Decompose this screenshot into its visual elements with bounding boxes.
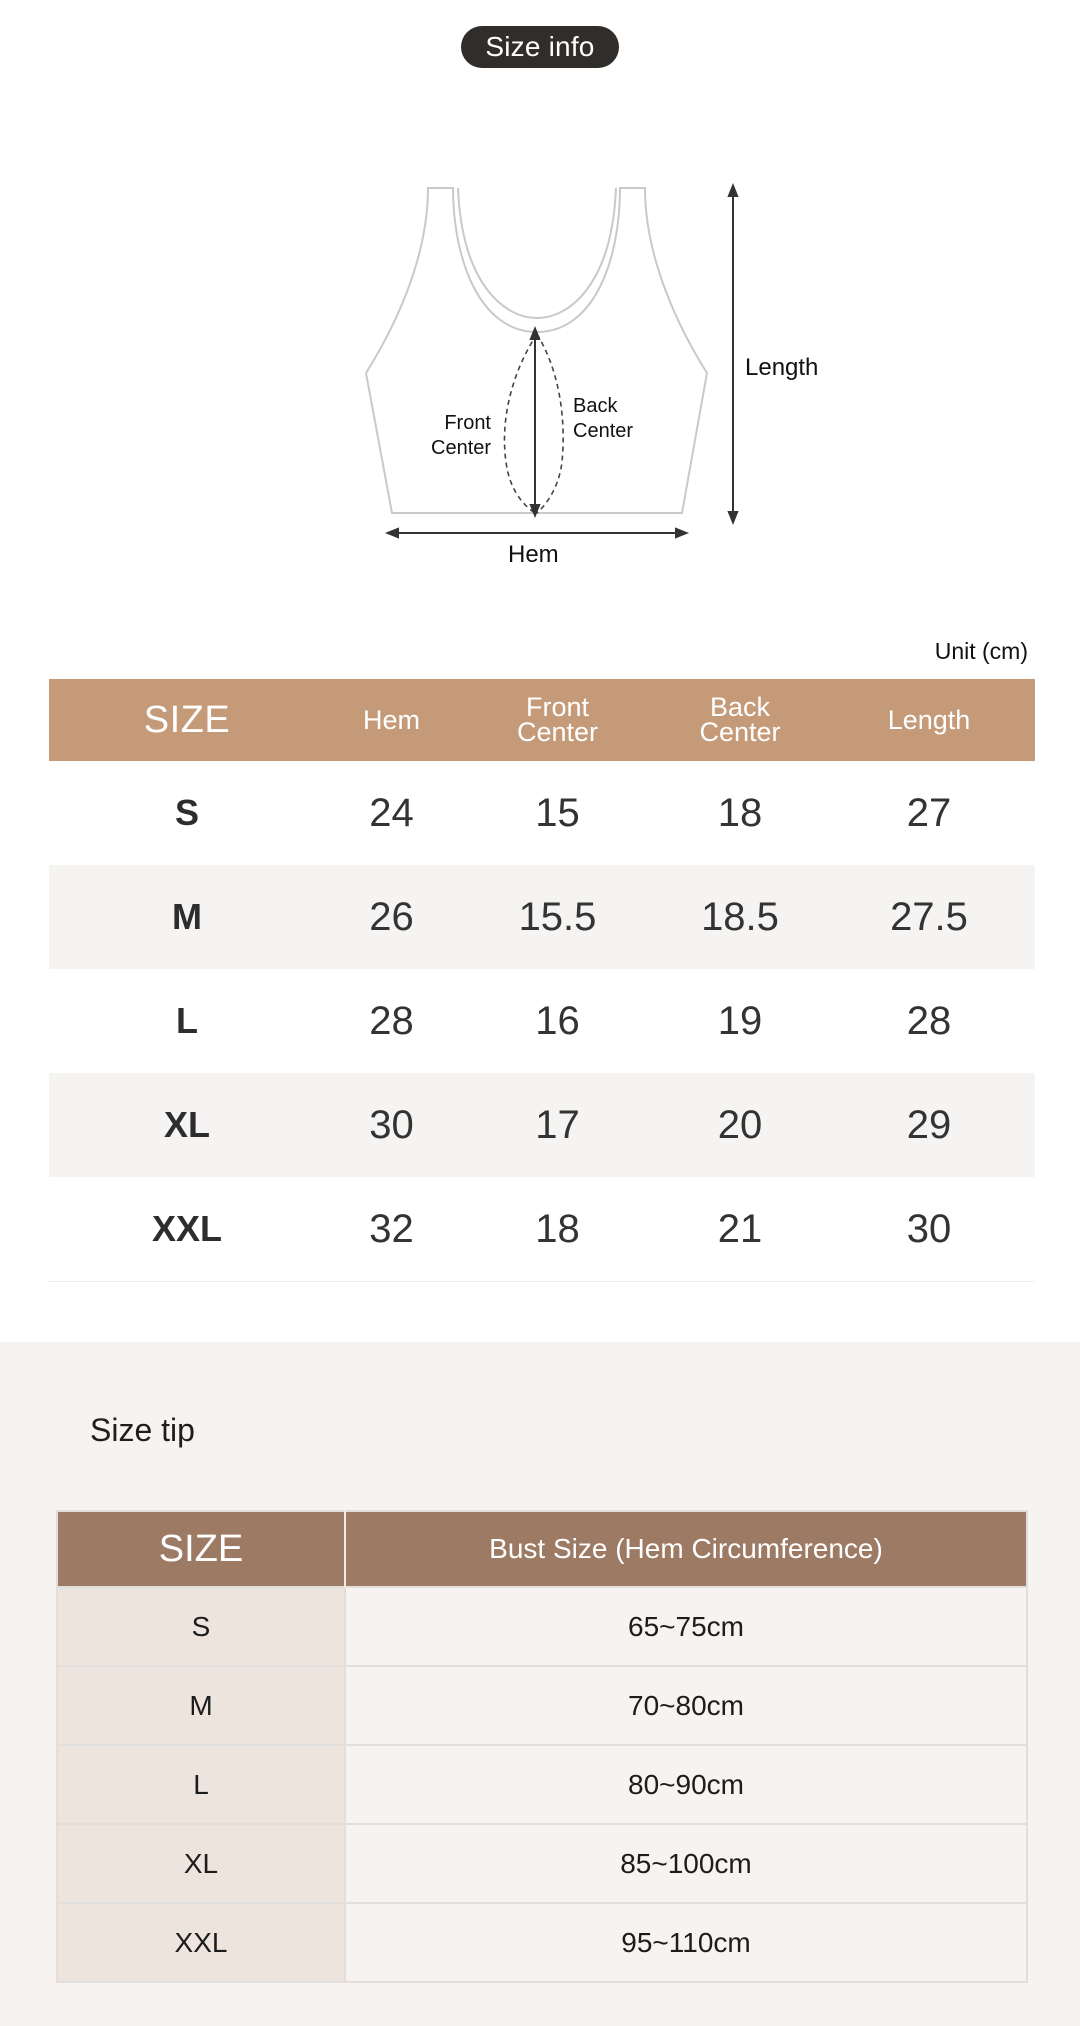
row-size: XXL: [49, 1177, 325, 1282]
tip-row-bust: 95~110cm: [345, 1903, 1027, 1982]
header-front-line2: Center: [516, 717, 599, 747]
table-row: [49, 761, 1035, 865]
back-center-line1: Back: [573, 395, 618, 417]
tip-row-bust: 85~100cm: [345, 1824, 1027, 1903]
table-row: [49, 1073, 1035, 1177]
tip-row-size: XXL: [57, 1903, 345, 1982]
row-size: XL: [49, 1073, 325, 1177]
tip-header-size: SIZE: [57, 1511, 345, 1587]
row-back-center: 20: [657, 1073, 823, 1177]
header-back-line1: Back: [709, 692, 771, 722]
header-size: SIZE: [49, 679, 325, 761]
tip-row-size: M: [57, 1666, 345, 1745]
row-length: 27: [906, 790, 952, 835]
tip-row-size: XL: [57, 1824, 345, 1903]
tip-table-header: [57, 1511, 1027, 1587]
row-hem: 24: [369, 790, 414, 835]
row-length: 29: [823, 1073, 1035, 1177]
size-info-badge: Size info: [461, 26, 619, 68]
garment-diagram: [0, 0, 1080, 600]
row-front-center: 18: [458, 1177, 657, 1282]
table-row: [49, 1177, 1035, 1282]
row-back-center: 19: [717, 998, 763, 1043]
tip-row-size: L: [57, 1745, 345, 1824]
size-tip-section: [0, 1342, 1080, 2026]
row-size: L: [176, 1000, 198, 1041]
header-back-center: [657, 679, 823, 761]
table-row: [57, 1587, 1027, 1666]
bra-top-outline: [0, 0, 1080, 600]
row-front-center: 15: [535, 790, 580, 835]
table-row: [57, 1666, 1027, 1745]
tip-header-bust: Bust Size (Hem Circumference): [345, 1511, 1027, 1587]
row-hem: 28: [369, 998, 414, 1043]
front-center-line1: Front: [444, 412, 491, 434]
size-table-header: [49, 679, 1035, 761]
table-row: [57, 1903, 1027, 1982]
unit-label: Unit (cm): [934, 638, 1028, 664]
header-front-line1: Front: [525, 692, 590, 722]
row-length: 27.5: [823, 865, 1035, 969]
tip-row-bust: 70~80cm: [345, 1666, 1027, 1745]
header-back-line2: Center: [699, 717, 781, 747]
header-length: Length: [823, 679, 1035, 761]
tip-row-bust: 80~90cm: [345, 1745, 1027, 1824]
row-front-center: 17: [458, 1073, 657, 1177]
row-length: 28: [906, 998, 952, 1043]
tip-row-bust: 65~75cm: [345, 1587, 1027, 1666]
row-back-center: 18.5: [657, 865, 823, 969]
row-front-center: 15.5: [458, 865, 657, 969]
row-hem: 30: [325, 1073, 458, 1177]
hem-label: Hem: [508, 541, 559, 568]
row-hem: 32: [325, 1177, 458, 1282]
header-front-center: [458, 679, 657, 761]
tip-row-size: S: [57, 1587, 345, 1666]
length-label: Length: [745, 354, 819, 381]
back-center-line2: Center: [573, 420, 634, 442]
row-back-center: 18: [717, 790, 763, 835]
table-row: [49, 969, 1035, 1073]
table-row: [57, 1824, 1027, 1903]
size-tip-title: Size tip: [90, 1412, 195, 1448]
row-length: 30: [823, 1177, 1035, 1282]
size-tip-table: [56, 1510, 1028, 1983]
row-back-center: 21: [657, 1177, 823, 1282]
table-row: [49, 865, 1035, 969]
row-front-center: 16: [535, 998, 580, 1043]
table-row: [57, 1745, 1027, 1824]
back-center-label: [573, 394, 633, 444]
row-hem: 26: [325, 865, 458, 969]
header-hem: Hem: [325, 679, 458, 761]
front-center-line2: Center: [431, 437, 492, 459]
row-size: S: [174, 792, 199, 833]
front-center-label: [431, 411, 491, 461]
size-chart-table: [49, 679, 1035, 1282]
row-size: M: [49, 865, 325, 969]
